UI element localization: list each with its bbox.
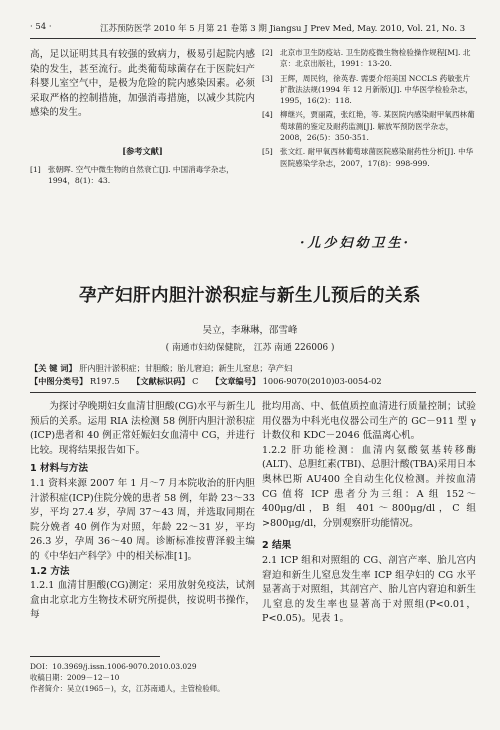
section-heading: 1 材料与方法 <box>30 463 88 475</box>
footnote <box>30 661 270 694</box>
header-rule <box>30 38 476 39</box>
previous-article-tail: 高，足以证明其具有较强的致病力，极易引起院内感染的发生，甚至流行。此类葡萄球菌存在于医院妇产科婴儿室空气中，是极为危险的院内感染因素。必须采取严格的控制措施，加强消毒措施，以减少其院内感染的发生。 <box>30 49 255 119</box>
keywords-line: 【关 键 词】 肝内胆汁淤积症；甘胆酸；胎儿窘迫；新生儿窒息；孕产妇 <box>30 363 293 373</box>
reference-item: [1] 张朝晖. 空气中微生物的自然衰亡[J]. 中国消毒学杂志，1994，8(1)：43. <box>30 165 234 186</box>
author-bio: 作者简介：吴立(1965－)，女，江苏南通人，主管检验师。 <box>30 684 225 693</box>
article-authors: 吴立，李琳琳，邵雪峰 <box>202 325 298 336</box>
reference-item: [2] 北京市卫生防疫站. 卫生防疫微生物检验操作规程[M]. 北京：北京出版社，1991：13-20. <box>262 48 471 69</box>
left-body-column <box>30 400 255 623</box>
page-number: · 54 · <box>30 22 52 32</box>
journal-citation: 江苏预防医学 2010 年 5 月第 21 卷第 3 期 Jiangsu J Prev Med, May. 2010, Vol. 21, No. 3 <box>100 24 466 34</box>
right-body-column <box>262 400 476 627</box>
paragraph: 1.2.2 肝功能检测：血清内氨酸氨基转移酶(ALT)、总胆红素(TBI)、总胆汁酸(TBA)采用日本奥林巴斯 AU400 全自动生化仪检测。并按血清 CG 值将 ICP 患者分为三组：A 组 152～400μg/dl，B 组 401～800μg/dl，C 组>800μg/dl，分别观察肝功能情况。 <box>262 444 476 529</box>
paragraph: 批均用高、中、低值质控血清进行质量控制；试验用仪器为中科光电仪器公司生产的 GC－911 型 γ 计数仪和 KDC－2046 低温离心机。 <box>262 401 476 442</box>
keywords-block <box>30 362 476 388</box>
received-date: 收稿日期：2009－12－10 <box>30 673 120 682</box>
reference-item: [3] 王辉，周民钧，徐英春. 需要介绍美国 NCCLS 药敏张片扩散法法规(1994 年 12 月新版)[J]. 中华医学检验杂志，1995，16(2)：118. <box>262 73 473 106</box>
classification-line: 【中图分类号】 R197.5 【文献标识码】 C 【文章编号】 1006-9070(2010)03-0054-02 <box>30 376 382 386</box>
doi: DOI：10.3969/j.issn.1006-9070.2010.03.029 <box>30 662 197 671</box>
reference-item: [4] 柳继兴，贾丽霞，张红艳，等. 某医院内感染耐甲氧西林葡萄球菌的鉴定及耐药监测[J]. 解放军预防医学杂志，2008，26(5)：350-351. <box>262 110 475 143</box>
intro-paragraph: 为探讨孕晚期妇女血清甘胆酸(CG)水平与新生儿预后的关系。运用 RIA 法检测 58 例肝内胆汁淤积症(ICP)患者和 40 例正常妊娠妇女血清中 CG，并进行比较。现将结果报告如下。 <box>30 401 255 456</box>
subsection-heading: 1.2 方法 <box>30 565 70 577</box>
keywords-rule <box>30 392 476 393</box>
article-title: 孕产妇肝内胆汁淤积症与新生儿预后的关系 <box>79 286 421 306</box>
author-affiliation: ( 南通市妇幼保健院， 江苏 南通 226006 ) <box>165 343 335 353</box>
section-heading: 2 结果 <box>262 540 292 552</box>
running-header <box>30 22 476 36</box>
references-heading: [参考文献] <box>122 146 163 156</box>
reference-item: [5] 张文红. 耐甲氧西林葡萄球菌医院感染耐药性分析[J]. 中华医院感染学杂志，2007，17(8)：998-999. <box>262 147 474 168</box>
footnote-rule <box>30 656 160 657</box>
paragraph: 2.1 ICP 组和对照组的 CG、剖宫产率、胎儿宫内窘迫和新生儿窒息发生率 ICP 组孕妇的 CG 水平显著高于对照组，其剖宫产、胎儿宫内窘迫和新生儿窒息的发生率也显著高于对照组(P<0.01，P<0.05)。见表 1。 <box>262 554 476 625</box>
paragraph: 1.2.1 血清甘胆酸(CG)测定：采用放射免疫法，试剂盒由北京北方生物技术研究所提供，按说明书操作，每 <box>30 580 255 621</box>
section-banner: ·儿少妇幼卫生· <box>300 236 412 251</box>
paragraph: 1.1 资料来源 2007 年 1 月～7 月本院收治的肝内胆汁淤积症(ICP)住院分娩的患者 58 例，年龄 23～33 岁，平均 27.4 岁，孕周 37～43 周，并选取同期在院分娩者 40 例作为对照，年龄 22～31 岁，平均 26.3 岁，孕周 36～40 周。诊断标准按曹泽毅主编的《中华妇产科学》中的相关标准[1]。 <box>30 477 255 562</box>
references-list <box>262 47 476 169</box>
